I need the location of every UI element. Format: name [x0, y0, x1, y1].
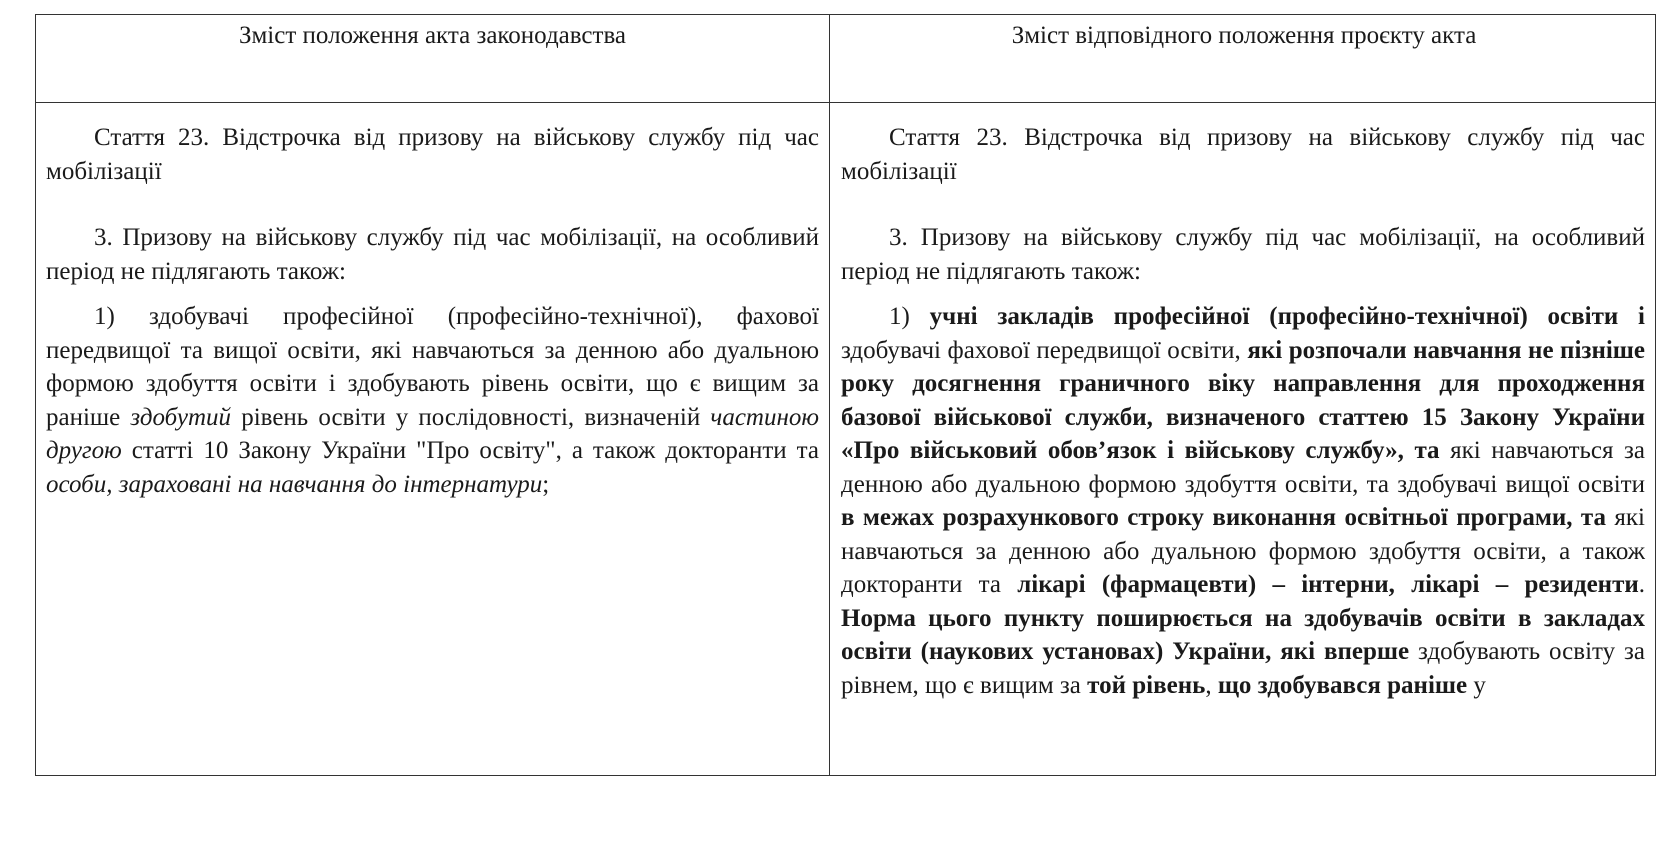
draft-act-cell [841, 121, 1645, 702]
text-run: в межах розрахункового строку виконання освітньої програми, та [841, 504, 1606, 531]
text-run: здобувають освіту за рівнем, що є вищим за [841, 638, 1645, 699]
text-run: які розпочали навчання не пізніше року досягнення граничного віку направлення для проходження базової військової служби, визначеного статтею 15 Закону України «Про військовий обов’язок і військову службу», та [841, 336, 1645, 464]
item-1-draft [841, 300, 1645, 702]
article-title-current: Стаття 23. Відстрочка від призову на військову службу під час мобілізації [46, 124, 819, 185]
article-title-draft: Стаття 23. Відстрочка від призову на військову службу під час мобілізації [841, 124, 1645, 185]
text-run: ; [542, 470, 550, 498]
text-run: що здобувався раніше [1217, 671, 1468, 699]
text-run: які навчаються за денною або дуальною формою здобуття освіти, та здобувачі вищої освіти [841, 437, 1646, 498]
text-run: 1) [889, 303, 930, 330]
comparison-table [35, 14, 1656, 776]
text-run: рівень освіти у послідовності, визначеній [231, 403, 711, 431]
table-header-row [36, 15, 1655, 103]
text-run: особи, зараховані на навчання до інтернатури [46, 470, 543, 498]
header-current-law: Зміст положення акта законодавства [238, 22, 627, 49]
text-run: лікарі (фармацевти) – інтерни, лікарі – резиденти [1017, 571, 1639, 598]
text-run: . [1638, 571, 1645, 598]
column-divider [829, 15, 830, 775]
header-draft-act: Зміст відповідного положення проєкту акта [1011, 22, 1477, 49]
text-run: учні закладів професійної (професійно-технічної) освіти і [929, 303, 1645, 330]
point-3-current: 3. Призову на військову службу під час мобілізації, на особливий період не підлягають також: [46, 224, 819, 285]
text-run: 1) здобувачі професійної (професійно-технічної), фахової передвищої та вищої освіти, які навчаються за денною або дуальною формою здобуття освіти і здобувають рівень освіти, що є вищим за раніше [46, 303, 819, 431]
point-3-draft: 3. Призову на військову службу під час мобілізації, на особливий період не підлягають також: [841, 224, 1645, 285]
text-run: статті 10 Закону України "Про освіту", а також докторанти та [121, 437, 819, 464]
item-1-current [46, 300, 819, 501]
text-run: той рівень [1087, 671, 1206, 699]
text-run: Норма цього пункту поширюється на здобувачів освіти в закладах освіти (наукових установах) України, які вперше [841, 604, 1645, 665]
text-run: які навчаються за денною або дуальною формою здобуття освіти, а також докторанти та [841, 504, 1645, 598]
text-run: , [1205, 671, 1218, 699]
text-run: частиною другою [46, 403, 819, 464]
text-run: здобутий [130, 403, 232, 431]
text-run: здобувачі фахової передвищої освіти, [841, 336, 1248, 364]
current-law-cell [46, 121, 819, 501]
text-run: у [1467, 671, 1486, 699]
